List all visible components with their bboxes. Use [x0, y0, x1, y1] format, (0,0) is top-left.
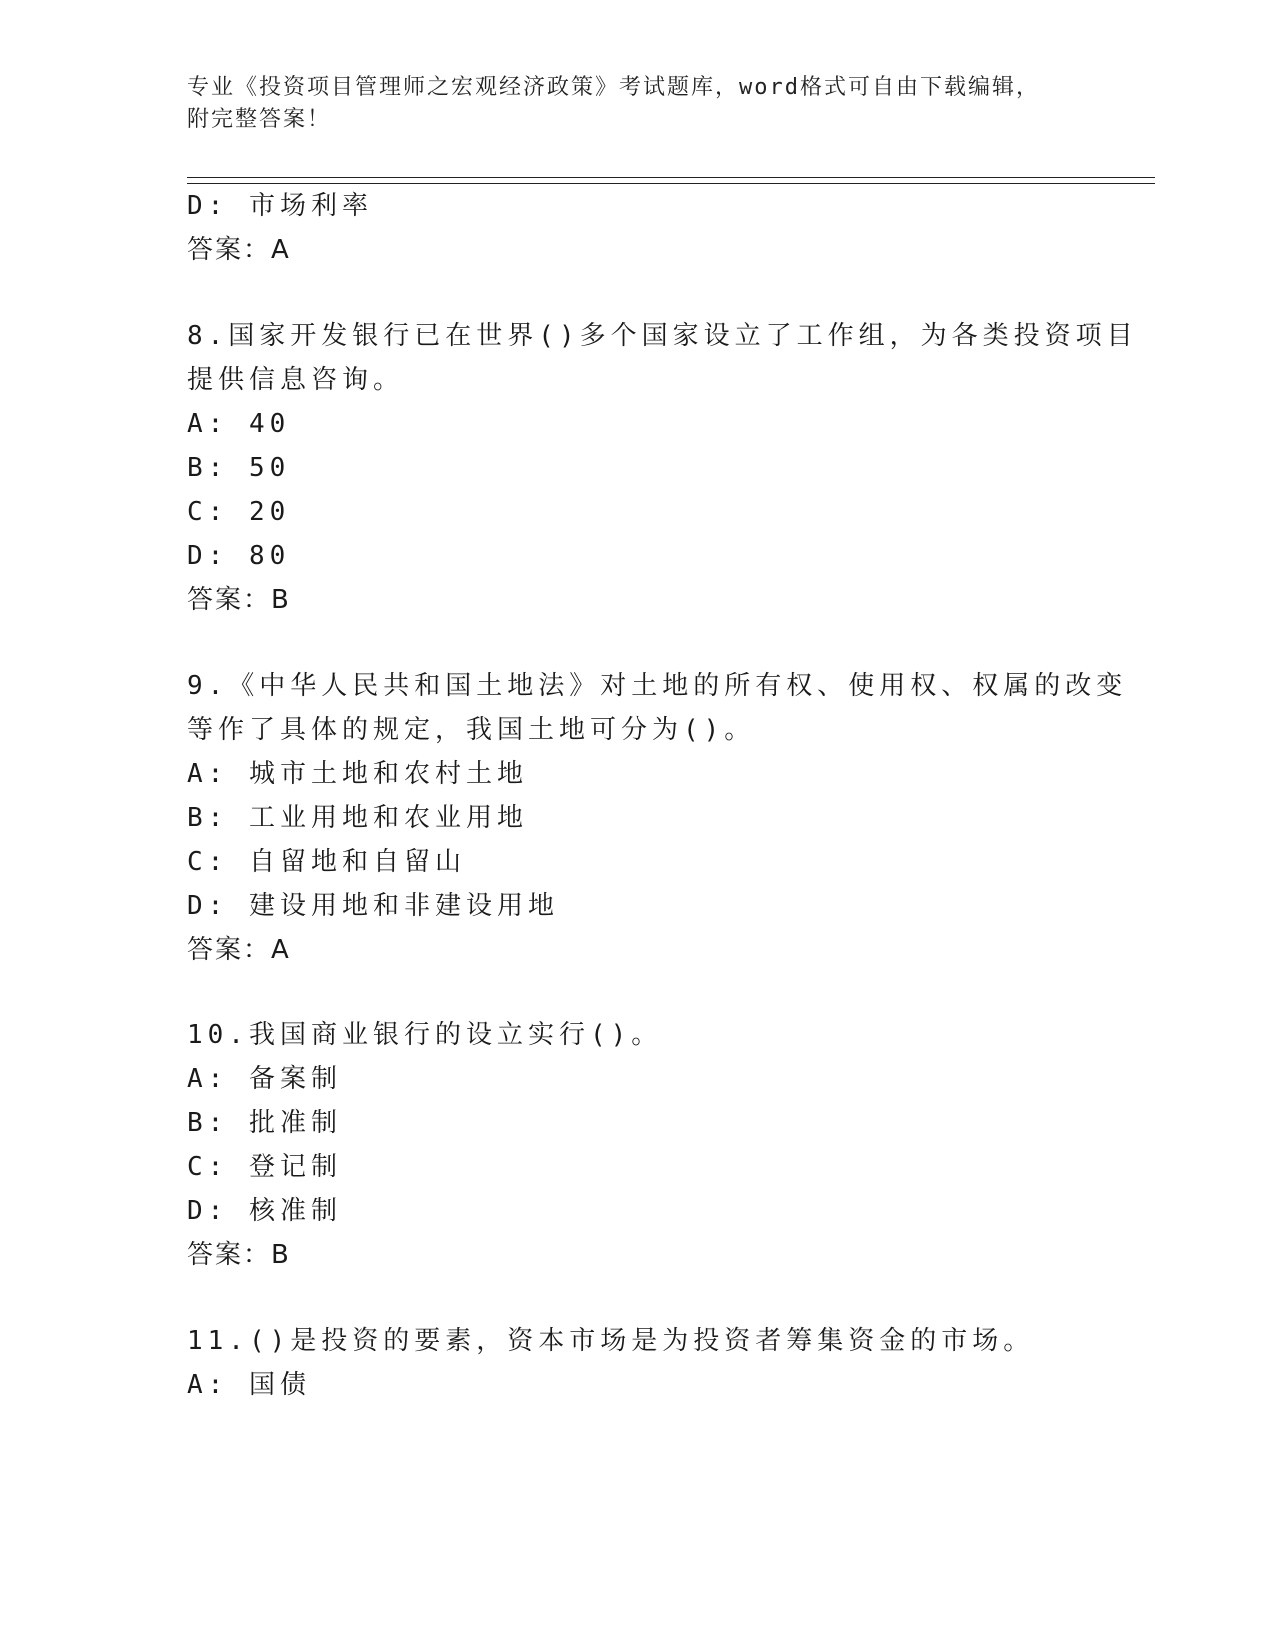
q8-option-b: B: 50 — [187, 453, 291, 483]
q10-option-d: D: 核准制 — [187, 1196, 342, 1226]
q9-option-d: D: 建设用地和非建设用地 — [187, 891, 559, 921]
q8-option-c: C: 20 — [187, 497, 291, 527]
q10-option-b: B: 批准制 — [187, 1108, 342, 1138]
q10-answer: 答案：B — [187, 1240, 291, 1270]
q9-option-a: A: 城市土地和农村土地 — [187, 759, 528, 789]
q9-option-b: B: 工业用地和农业用地 — [187, 803, 528, 833]
prev-answer: 答案：A — [187, 235, 291, 265]
header-divider-top — [187, 177, 1155, 178]
q8-option-a: A: 40 — [187, 409, 291, 439]
q11-option-a: A: 国债 — [187, 1370, 311, 1400]
prev-option-d: D: 市场利率 — [187, 191, 373, 221]
q9-stem-line-2: 等作了具体的规定，我国土地可分为()。 — [187, 715, 756, 745]
q8-option-d: D: 80 — [187, 541, 291, 571]
q8-stem-line-2: 提供信息咨询。 — [187, 365, 405, 395]
document-header — [187, 72, 1067, 136]
q10-option-a: A: 备案制 — [187, 1064, 342, 1094]
q10-option-c: C: 登记制 — [187, 1152, 342, 1182]
q11-stem-line-1: 11.()是投资的要素，资本市场是为投资者筹集资金的市场。 — [187, 1326, 1035, 1356]
header-divider-bottom — [187, 183, 1155, 184]
header-line-1: 专业《投资项目管理师之宏观经济政策》考试题库，word格式可自由下载编辑， — [187, 75, 1040, 100]
q10-stem-line-1: 10.我国商业银行的设立实行()。 — [187, 1020, 663, 1050]
header-line-2: 附完整答案！ — [187, 107, 332, 132]
q9-stem-line-1: 9.《中华人民共和国土地法》对土地的所有权、使用权、权属的改变 — [187, 671, 1128, 701]
q8-stem-line-1: 8.国家开发银行已在世界()多个国家设立了工作组，为各类投资项目 — [187, 321, 1138, 351]
q9-answer: 答案：A — [187, 935, 291, 965]
q9-option-c: C: 自留地和自留山 — [187, 847, 466, 877]
q8-answer: 答案：B — [187, 585, 291, 615]
